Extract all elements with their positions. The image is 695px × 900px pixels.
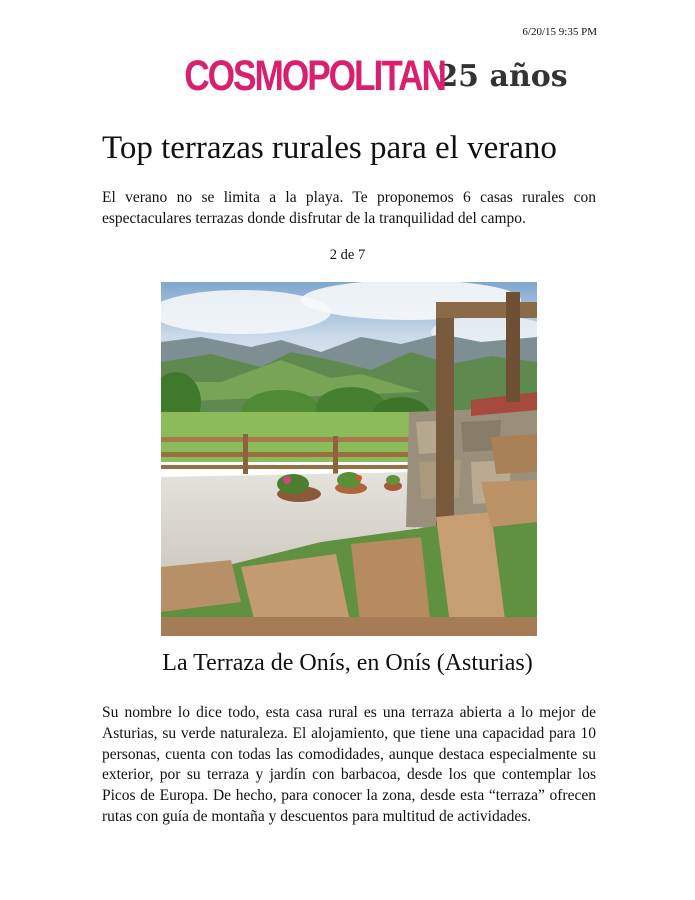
article-lede: El verano no se limita a la playa. Te proponemos 6 casas rurales con espectaculares terrazas donde disfrutar de la tranquilidad del campo. — [102, 189, 596, 227]
terrace-photo — [161, 282, 537, 636]
article-body: Su nombre lo dice todo, esta casa rural es una terraza abierta a lo mejor de Asturias, su verde naturaleza. El alojamiento, que tiene una capacidad para 10 personas, cuenta con todas las comodidades, aunque destaca especialmente su exterior, por su terraza y jardín con barbacoa, desde los que contemplar los Picos de Europa. De hecho, para conocer la zona, desde esta “terraza” ofrecen rutas con guía de montaña y descuentos para multitud de actividades. — [102, 704, 596, 825]
cosmopolitan-logo: COSMOPOLITAN — [184, 52, 446, 100]
print-timestamp: 6/20/15 9:35 PM — [522, 26, 597, 38]
article-title: Top terrazas rurales para el verano — [102, 130, 557, 166]
photo-caption: La Terraza de Onís, en Onís (Asturias) — [162, 650, 533, 676]
gallery-pager: 2 de 7 — [329, 247, 366, 263]
anniversary-logo: 25 años — [437, 59, 568, 94]
masthead — [0, 52, 695, 112]
